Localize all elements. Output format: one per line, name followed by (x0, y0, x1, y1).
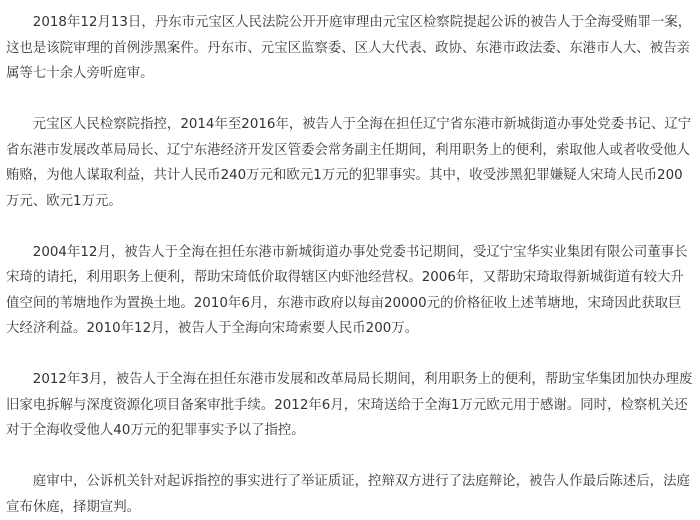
paragraph-trial-opening: 2018年12月13日，丹东市元宝区人民法院公开开庭审理由元宝区检察院提起公诉的被告人于全海受贿罪一案，这也是该院审理的首例涉黑案件。丹东市、元宝区监察委、区人大代表、政协、东港市政法委、东港市人大、被告亲属等七十余人旁听庭审。 (6, 15, 692, 81)
paragraph-2012-facts: 2012年3月，被告人于全海在担任东港市发展和改革局局长期间，利用职务上的便利，帮助宝华集团加快办理废旧家电拆解与深度资源化项目备案审批手续。2012年6月，宋琦送给于全海1万元欧元用于感谢。同时，检察机关还对于全海收受他人40万元的犯罪事实予以了指控。 (6, 372, 693, 438)
paragraph-2004-facts: 2004年12月，被告人于全海在担任东港市新城街道办事处党委书记期间，受辽宁宝华实业集团有限公司董事长宋琦的请托，利用职务上便利，帮助宋琦低价取得辖区内虾池经营权。2006年，又帮助宋琦取得新城街道有较大升值空间的苇塘地作为置换土地。2010年6月，东港市政府以每亩20000元的价格征收上述苇塘地，宋琦因此获取巨大经济利益。2010年12月，被告人于全海向宋琦索要人民币200万。 (6, 244, 688, 336)
paragraph-trial-proceedings: 庭审中，公诉机关针对起诉指控的事实进行了举证质证，控辩双方进行了法庭辩论，被告人作最后陈述后，法庭宣布休庭，择期宣判。 (6, 474, 690, 515)
paragraph-prosecution-charges: 元宝区人民检察院指控，2014年至2016年，被告人于全海在担任辽宁省东港市新城街道办事处党委书记、辽宁省东港市发展改革局局长、辽宁东港经济开发区管委会常务副主任期间，利用职务上的便利，索取他人或者收受他人贿赂，为他人谋取利益，共计人民币240万元和欧元1万元的犯罪事实。其中，收受涉黑犯罪嫌疑人宋琦人民币200万元、欧元1万元。 (6, 117, 692, 209)
